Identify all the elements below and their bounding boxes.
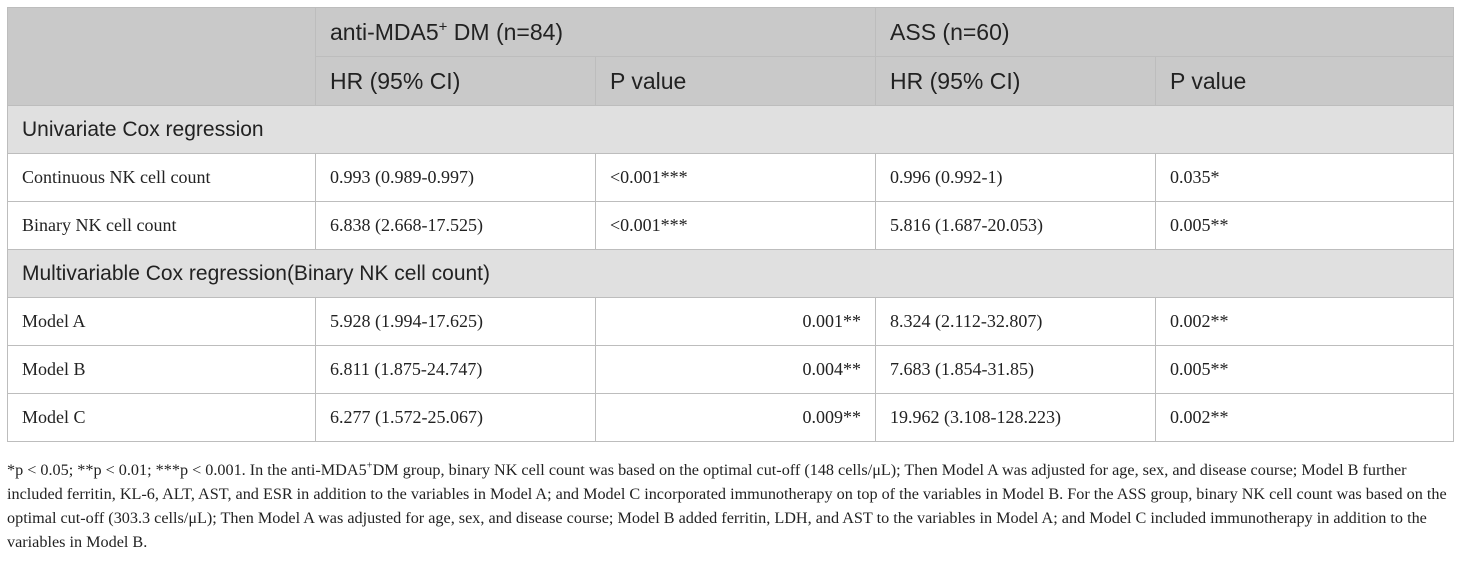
p-value: 0.001** <box>596 298 876 346</box>
p-value: 0.005** <box>1156 346 1454 394</box>
results-table-container <box>7 7 1453 442</box>
section-header-row <box>8 250 1454 298</box>
p-value: 0.002** <box>1156 394 1454 442</box>
p-value: 0.009** <box>596 394 876 442</box>
p-value-header: P value <box>1156 57 1454 106</box>
row-label: Binary NK cell count <box>8 202 316 250</box>
section-title: Univariate Cox regression <box>8 106 1454 154</box>
p-value: <0.001*** <box>596 202 876 250</box>
p-value: <0.001*** <box>596 154 876 202</box>
hr-value: 6.811 (1.875-24.747) <box>316 346 596 394</box>
row-label: Model C <box>8 394 316 442</box>
table-row <box>8 154 1454 202</box>
hr-value: 8.324 (2.112-32.807) <box>876 298 1156 346</box>
table-footnote: *p < 0.05; **p < 0.01; ***p < 0.001. In the anti-MDA5+DM group, binary NK cell count was based on the optimal cut-off (148 cells/μL); Then Model A was adjusted for age, sex, and disease course; Model B further included ferritin, KL-6, ALT, AST, and ESR in addition to the variables in Model A; and Model C incorporated immunotherapy on top of the variables in Model B. For the ASS group, binary NK cell count was based on the optimal cut-off (303.3 cells/μL); Then Model A was adjusted for age, sex, and disease course; Model B added ferritin, LDH, and AST to the variables in Model A; and Model C included immunotherapy in addition to the variables in Model B. <box>7 460 1447 551</box>
group-header-row <box>8 8 1454 57</box>
table-row <box>8 394 1454 442</box>
section-title: Multivariable Cox regression(Binary NK cell count) <box>8 250 1454 298</box>
table-row <box>8 346 1454 394</box>
hr-value: 5.928 (1.994-17.625) <box>316 298 596 346</box>
row-label: Model B <box>8 346 316 394</box>
row-label: Continuous NK cell count <box>8 154 316 202</box>
table-row <box>8 298 1454 346</box>
p-value: 0.035* <box>1156 154 1454 202</box>
cox-regression-table <box>7 7 1454 442</box>
row-label: Model A <box>8 298 316 346</box>
section-header-row <box>8 106 1454 154</box>
hr-value: 7.683 (1.854-31.85) <box>876 346 1156 394</box>
p-value: 0.005** <box>1156 202 1454 250</box>
hr-value: 0.996 (0.992-1) <box>876 154 1156 202</box>
p-value: 0.002** <box>1156 298 1454 346</box>
hr-value: 19.962 (3.108-128.223) <box>876 394 1156 442</box>
group1-header: anti-MDA5+ DM (n=84) <box>316 8 876 57</box>
table-row <box>8 202 1454 250</box>
p-value-header: P value <box>596 57 876 106</box>
hr-value: 6.838 (2.668-17.525) <box>316 202 596 250</box>
hr-header: HR (95% CI) <box>876 57 1156 106</box>
hr-value: 0.993 (0.989-0.997) <box>316 154 596 202</box>
group2-header: ASS (n=60) <box>876 8 1454 57</box>
hr-value: 6.277 (1.572-25.067) <box>316 394 596 442</box>
p-value: 0.004** <box>596 346 876 394</box>
hr-header: HR (95% CI) <box>316 57 596 106</box>
header-empty-cell <box>8 8 316 106</box>
hr-value: 5.816 (1.687-20.053) <box>876 202 1156 250</box>
